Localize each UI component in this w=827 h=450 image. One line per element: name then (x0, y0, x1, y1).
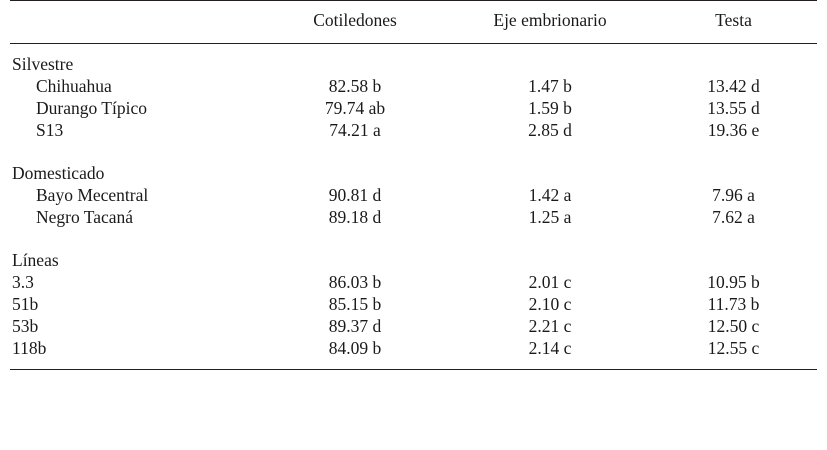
table-row (10, 75, 817, 97)
row-label: 53b (12, 315, 39, 336)
table-row (10, 206, 817, 228)
cell-eje: 2.85 d (528, 119, 572, 140)
cell-eje: 2.10 c (528, 293, 572, 314)
cell-eje: 1.59 b (528, 97, 572, 118)
group-label-silvestre: Silvestre (12, 53, 74, 74)
cell-cotiledones: 89.18 d (328, 206, 382, 227)
table-row (10, 152, 817, 184)
row-label: Chihuahua (36, 75, 112, 96)
row-label: S13 (36, 119, 64, 140)
cell-testa: 7.62 a (712, 206, 755, 227)
cell-cotiledones: 74.21 a (329, 119, 381, 140)
cell-eje: 1.42 a (528, 184, 572, 205)
table-row (10, 293, 817, 315)
table-row (10, 119, 817, 141)
table-row (10, 97, 817, 119)
cell-eje: 2.01 c (528, 271, 572, 292)
cell-eje: 2.21 c (528, 315, 572, 336)
row-label: 51b (12, 293, 39, 314)
row-spacer (10, 141, 817, 152)
empty-cell (260, 152, 450, 184)
cell-testa: 12.55 c (707, 337, 760, 358)
empty-cell (450, 239, 650, 271)
cell-cotiledones: 86.03 b (328, 271, 382, 292)
row-spacer (10, 228, 817, 239)
row-label: Bayo Mecentral (36, 184, 149, 205)
cell-eje: 1.25 a (528, 206, 572, 227)
row-label: Negro Tacaná (36, 206, 134, 227)
cell-cotiledones: 82.58 b (328, 75, 382, 96)
table-row (10, 271, 817, 293)
results-table (10, 0, 817, 370)
cell-testa: 7.96 a (712, 184, 755, 205)
empty-cell (650, 239, 817, 271)
group-label-domesticado: Domesticado (12, 162, 105, 183)
table-row (10, 337, 817, 370)
empty-cell (450, 44, 650, 75)
group-label-lineas: Líneas (12, 249, 59, 270)
cell-eje: 1.47 b (528, 75, 572, 96)
table-header (10, 1, 817, 45)
row-label: 118b (12, 337, 47, 358)
table-body (10, 44, 817, 370)
cell-testa: 19.36 e (707, 119, 760, 140)
table-row (10, 239, 817, 271)
cell-eje: 2.14 c (528, 337, 572, 358)
cell-testa: 13.55 d (707, 97, 760, 118)
cell-cotiledones: 85.15 b (328, 293, 382, 314)
cell-cotiledones: 89.37 d (328, 315, 382, 336)
empty-cell (650, 44, 817, 75)
cell-cotiledones: 90.81 d (328, 184, 382, 205)
empty-cell (260, 44, 450, 75)
table-row (10, 184, 817, 206)
table-row (10, 44, 817, 75)
cell-cotiledones: 79.74 ab (324, 97, 386, 118)
header-row (10, 1, 817, 44)
column-header-eje-embrionario: Eje embrionario (493, 10, 607, 30)
row-label: Durango Típico (36, 97, 147, 118)
cell-testa: 11.73 b (707, 293, 760, 314)
column-header-blank (10, 1, 260, 44)
cell-testa: 12.50 c (707, 315, 760, 336)
table-row (10, 315, 817, 337)
cell-testa: 13.42 d (707, 75, 760, 96)
empty-cell (650, 152, 817, 184)
cell-testa: 10.95 b (707, 271, 760, 292)
rule-bottom (10, 370, 817, 371)
column-header-cotiledones: Cotiledones (313, 10, 397, 30)
row-label: 3.3 (12, 271, 34, 292)
column-header-testa: Testa (715, 10, 752, 30)
empty-cell (450, 152, 650, 184)
empty-cell (260, 239, 450, 271)
cell-cotiledones: 84.09 b (328, 337, 382, 358)
